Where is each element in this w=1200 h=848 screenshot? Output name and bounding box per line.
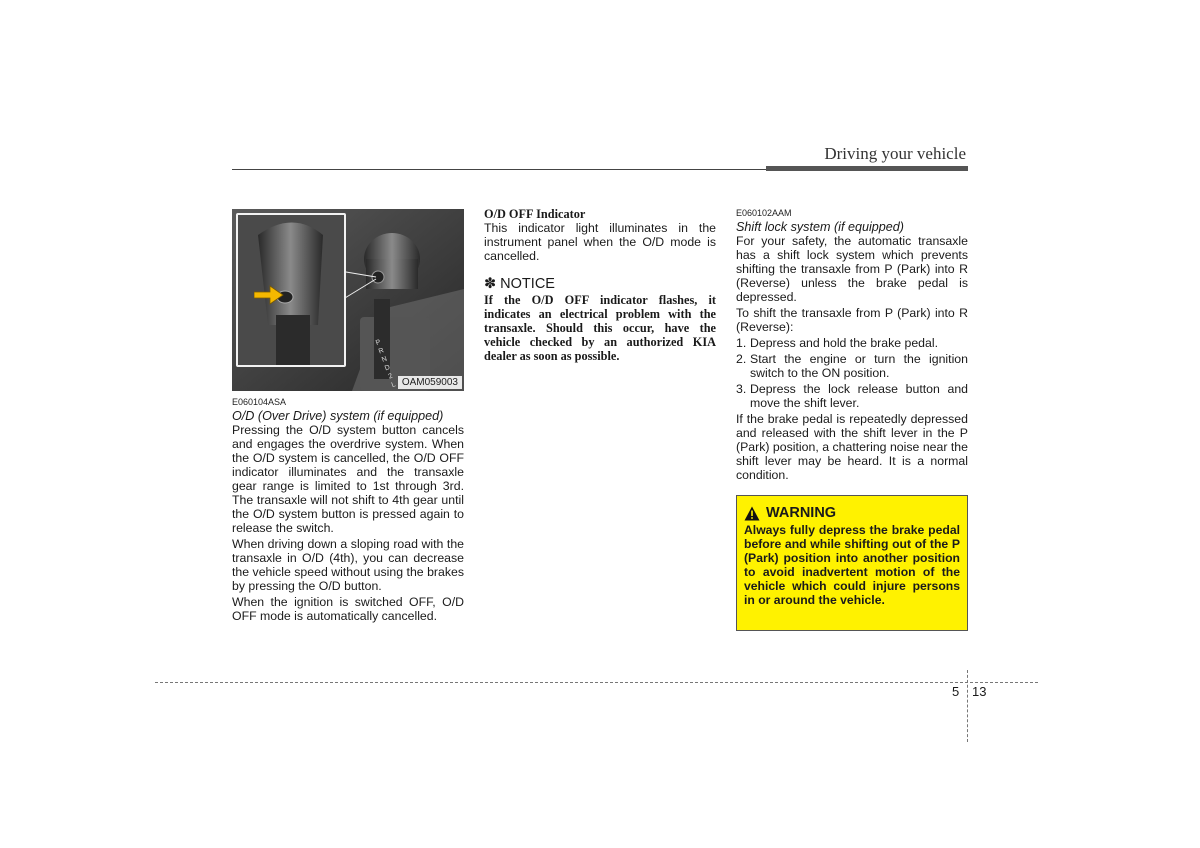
section-subtitle: Shift lock system (if equipped) (736, 220, 904, 234)
paragraph: Pressing the O/D system button cancels and engages the overdrive system. When the O/D system is cancelled, the O/D OFF indicator illuminates and the transaxle gear range is limited to 1st through 3rd. The transaxle will not shift to 4th gear until the O/D system button is pressed again to release the switch. (232, 423, 464, 535)
warning-label: WARNING (766, 505, 837, 521)
footer-divider (967, 670, 968, 742)
button-closeup-inset (236, 213, 346, 367)
warning-box (736, 495, 968, 631)
warning-heading (744, 505, 960, 521)
section-title: Driving your vehicle (824, 144, 966, 163)
gate-letters: P R N D 2 L (374, 338, 397, 390)
figure-code: OAM059003 (398, 376, 462, 389)
paragraph: If the brake pedal is repeatedly depressed and released with the shift lever in the P (Park) position, a chattering noise near the shift lever may be heard. It is a normal condition. (736, 412, 968, 482)
list-item: 3. Depress the lock release button and move the shift lever. (736, 382, 968, 410)
header-bar (766, 166, 968, 171)
notice-heading: ✽ NOTICE (484, 276, 555, 292)
section-code: E060104ASA (232, 397, 287, 407)
warning-text: Always fully depress the brake pedal before and while shifting out of the P (Park) position into another position to avoid inadvertent motion of the vehicle which could injure persons in or around the vehicle. (744, 523, 960, 607)
paragraph: When the ignition is switched OFF, O/D OFF mode is automatically cancelled. (232, 595, 464, 623)
paragraph: For your safety, the automatic transaxle has a shift lock system which prevents shifting the transaxle from P (Park) into R (Reverse) unless the brake pedal is depressed. (736, 234, 968, 304)
paragraph: When driving down a sloping road with the transaxle in O/D (4th), you can decrease the vehicle speed without using the brakes by pressing the O/D button. (232, 537, 464, 593)
od-system-section (232, 395, 464, 625)
paragraph: This indicator light illuminates in the instrument panel when the O/D mode is cancelled. (484, 221, 716, 263)
page-number: 13 (972, 684, 987, 699)
list-item: 1. Depress and hold the brake pedal. (736, 336, 938, 350)
shift-lock-section (736, 206, 968, 484)
list-item: 2. Start the engine or turn the ignition switch to the ON position. (736, 352, 968, 380)
steps-list (736, 336, 968, 410)
notice-text: If the O/D OFF indicator flashes, it indicates an electrical problem with the transaxle. Should this occur, have the vehicle checked by an authorized KIA dealer as soon as possible. (484, 293, 716, 363)
shift-lever-photo (232, 209, 464, 391)
warning-triangle-icon (744, 506, 760, 521)
section-code: E060102AAM (736, 208, 792, 218)
footer-rule (155, 682, 1038, 683)
chapter-number: 5 (952, 684, 960, 699)
section-heading: O/D OFF Indicator (484, 207, 586, 221)
paragraph: To shift the transaxle from P (Park) into R (Reverse): (736, 306, 968, 334)
od-off-indicator-section (484, 207, 716, 363)
arrow-icon (254, 285, 284, 305)
section-subtitle: O/D (Over Drive) system (if equipped) (232, 409, 444, 423)
